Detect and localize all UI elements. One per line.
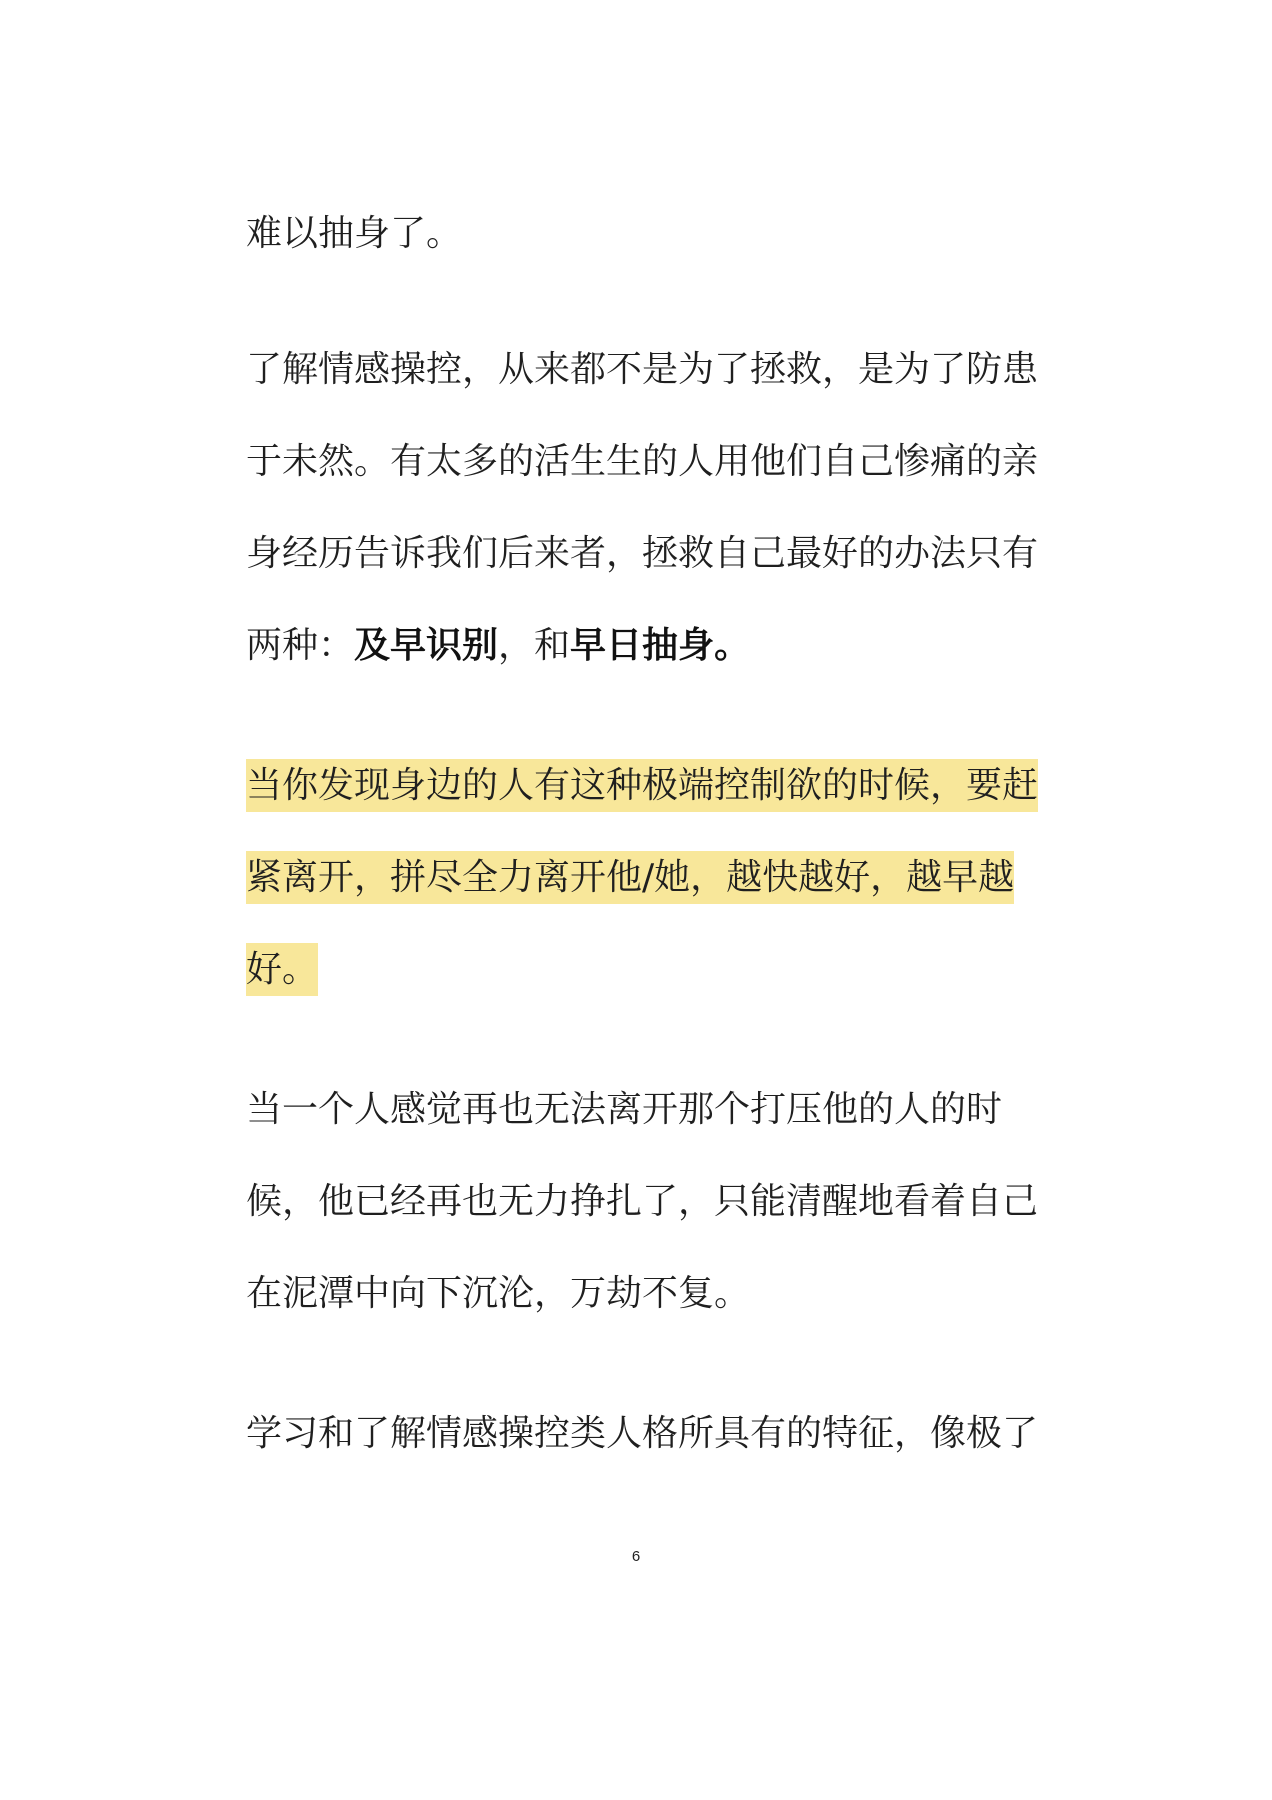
page-number: 6	[631, 1548, 641, 1565]
highlight-mark-3: 好。	[246, 943, 318, 996]
paragraph-2-line-4	[246, 622, 1030, 670]
highlighted-paragraph-line-2	[246, 854, 1030, 902]
paragraph-5-line-1: 学习和了解情感操控类人格所具有的特征，像极了	[246, 1413, 1039, 1454]
page-body	[246, 210, 1039, 1502]
bold-phrase-early-escape: 早日抽身	[570, 625, 715, 666]
paragraph-2-line-2: 于未然。有太多的活生生的人用他们自己惨痛的亲	[246, 441, 1039, 482]
paragraph-4-line-2: 候，他已经再也无力挣扎了，只能清醒地看着自己	[246, 1181, 1039, 1222]
line-4-middle: ，和	[498, 625, 571, 666]
line-4-suffix: 。	[714, 625, 751, 666]
paragraph-2-line-3: 身经历告诉我们后来者，拯救自己最好的办法只有	[246, 533, 1039, 574]
highlighted-paragraph-line-1	[246, 762, 1039, 810]
bold-phrase-early-identify: 及早识别	[354, 625, 499, 666]
highlighted-paragraph-line-3	[246, 946, 1030, 994]
paragraph-2-line-1: 了解情感操控，从来都不是为了拯救，是为了防患	[246, 349, 1039, 390]
highlight-mark-1: 当你发现身边的人有这种极端控制欲的时候，要赶	[246, 759, 1038, 812]
highlight-mark-2: 紧离开，拼尽全力离开他/她，越快越好，越早越	[246, 851, 1014, 904]
paragraph-4-line-3: 在泥潭中向下沉沦，万劫不复。	[246, 1273, 751, 1314]
paragraph-4-line-1: 当一个人感觉再也无法离开那个打压他的人的时	[246, 1089, 1003, 1130]
paragraph-1-line-1: 难以抽身了。	[246, 213, 463, 254]
line-4-prefix: 两种：	[246, 625, 355, 666]
